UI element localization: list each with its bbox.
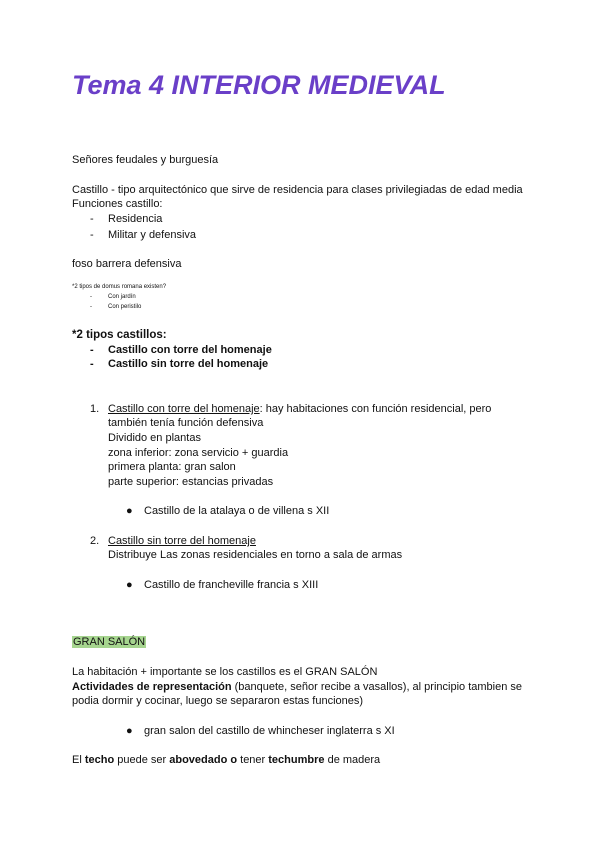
bullet-item <box>126 724 395 738</box>
bullet-label: Castillo de la atalaya o de villena s XII <box>144 505 330 517</box>
item-line: primera planta: gran salon <box>108 461 236 473</box>
gs-line-3: podia dormir y cocinar, luego se separaron estas funciones) <box>72 695 364 707</box>
list-item-label: Castillo sin torre del homenaje <box>108 358 269 370</box>
small-list-item: - Con jardín <box>90 294 136 300</box>
list-item-funcion: - Militar y defensiva <box>90 229 197 241</box>
gs-line-1: La habitación + importante se los castillos es el GRAN SALÓN <box>72 666 378 678</box>
item-heading: Castillo con torre del homenaje <box>108 403 260 415</box>
gs-line-2-rest: (banquete, señor recibe a vasallos), al principio tambien se <box>231 681 522 693</box>
techo-text: de madera <box>324 754 381 766</box>
text-foso: foso barrera defensiva <box>72 258 182 270</box>
list-item-label: Residencia <box>108 213 163 225</box>
techo-bold: abovedado o <box>169 754 238 766</box>
text-line-senores: Señores feudales y burguesía <box>72 154 219 166</box>
item-line: Dividido en plantas <box>108 432 201 444</box>
gs-bold-phrase: Actividades de representación <box>72 681 232 693</box>
small-question: *2 tipos de domus romana existen? <box>72 284 167 290</box>
list-item-tipo: - Castillo sin torre del homenaje <box>90 358 269 370</box>
bullet-label: Castillo de francheville francia s XIII <box>144 579 319 591</box>
small-list-item: - Con peristilo <box>90 304 142 310</box>
item-line: parte superior: estancias privadas <box>108 476 274 488</box>
highlighted-heading: GRAN SALÓN <box>73 636 146 648</box>
numbered-item-heading-line <box>108 402 491 416</box>
bullet-label: gran salon del castillo de whincheser inglaterra s XI <box>144 725 395 737</box>
numbered-item-number: 1. <box>90 403 100 415</box>
gs-line-2 <box>72 680 522 694</box>
text-funciones-label: Funciones castillo: <box>72 198 163 210</box>
bullet-icon: ● <box>126 505 133 517</box>
item-line: zona inferior: zona servicio + guardia <box>108 447 289 459</box>
techo-text: puede ser <box>114 754 170 766</box>
tipos-heading: *2 tipos castillos: <box>72 329 167 341</box>
section-heading-gran-salon <box>72 635 146 649</box>
techo-text: tener <box>237 754 269 766</box>
small-list-label: Con peristilo <box>108 304 142 310</box>
bullet-icon: ● <box>126 579 133 591</box>
item-line: Distribuye Las zonas residenciales en torno a sala de armas <box>108 549 403 561</box>
bullet-item <box>126 504 329 518</box>
techo-line <box>72 753 380 767</box>
list-item-label: Militar y defensiva <box>108 229 197 241</box>
text-castillo-definition: Castillo - tipo arquitectónico que sirve de residencia para clases privilegiadas de edad media <box>72 184 523 196</box>
techo-text: El <box>72 754 85 766</box>
item-heading: Castillo sin torre del homenaje <box>108 535 256 547</box>
techo-bold: techumbre <box>268 754 325 766</box>
numbered-item-number: 2. <box>90 535 100 547</box>
item-heading-rest: : hay habitaciones con función residencial, pero <box>259 403 492 415</box>
bullet-icon: ● <box>126 725 133 737</box>
page-title: Tema 4 INTERIOR MEDIEVAL <box>72 70 446 100</box>
list-item-tipo: - Castillo con torre del homenaje <box>90 344 272 356</box>
small-list-label: Con jardín <box>108 294 136 300</box>
list-item-funcion: - Residencia <box>90 213 163 225</box>
techo-bold: techo <box>84 754 115 766</box>
item-line: también tenía función defensiva <box>108 417 264 429</box>
bullet-item <box>126 578 318 592</box>
list-item-label: Castillo con torre del homenaje <box>108 344 272 356</box>
